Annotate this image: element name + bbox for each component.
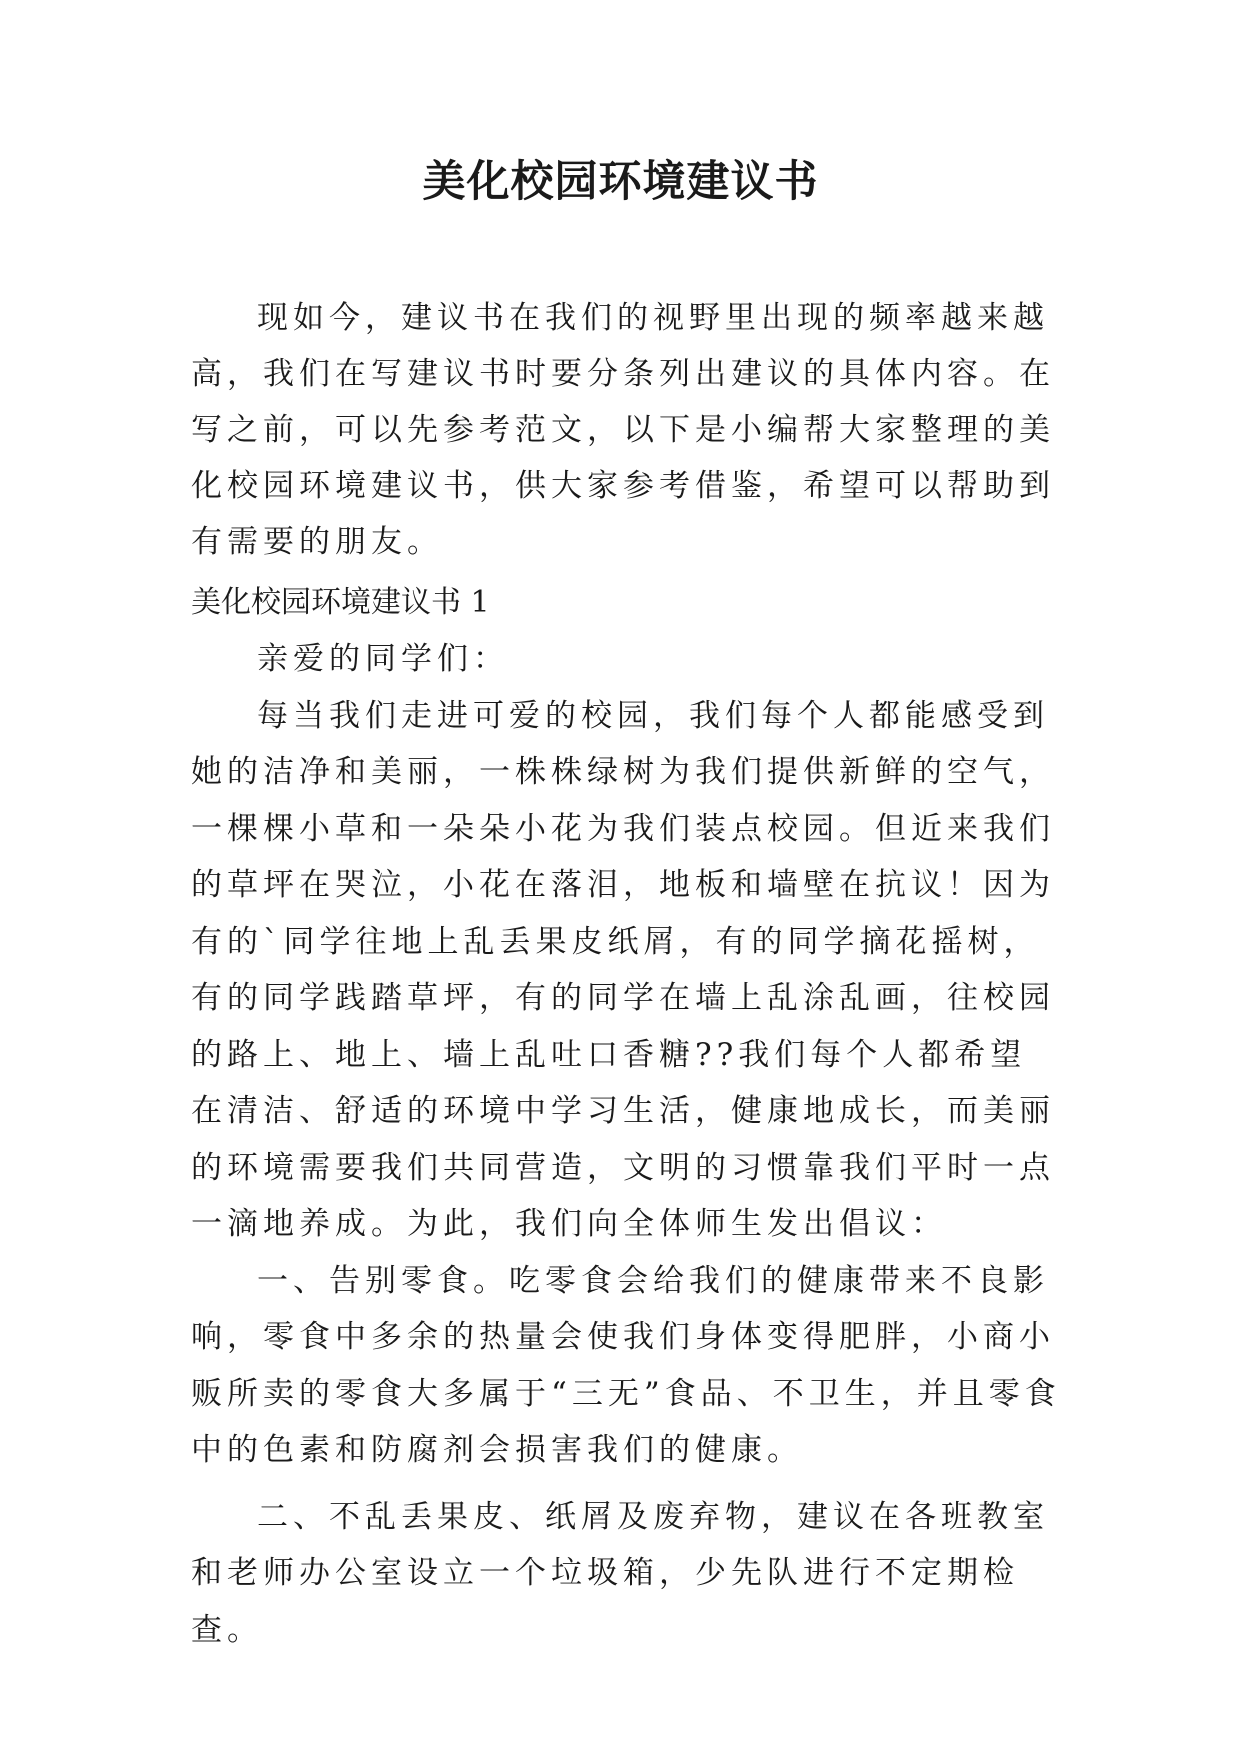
proposal-item-2: 二、不乱丢果皮、纸屑及废弃物，建议在各班教室和老师办公室设立一个垃圾箱，少先队进行不定期检查。 <box>191 1498 1049 1648</box>
proposal-item-1: 一、告别零食。吃零食会给我们的健康带来不良影响，零食中多余的热量会使我们身体变得肥胖，小商小贩所卖的零食大多属于“三无”食品、不卫生，并且零食中的色素和防腐剂会损害我们的健康。 <box>191 1262 1061 1468</box>
body-paragraph: 每当我们走进可爱的校园，我们每个人都能感受到她的洁净和美丽，一株株绿树为我们提供新鲜的空气，一棵棵小草和一朵朵小花为我们装点校园。但近来我们的草坪在哭泣，小花在落泪，地板和墙壁在抗议！因为有的`同学往地上乱丢果皮纸屑，有的同学摘花摇树，有的同学践踏草坪，有的同学在墙上乱涂乱画，往校园的路上、地上、墙上乱吐口香糖??我们每个人都希望在清洁、舒适的环境中学习生活，健康地成长，而美丽的环境需要我们共同营造，文明的习惯靠我们平时一点一滴地养成。为此，我们向全体师生发出倡议： <box>191 697 1055 1242</box>
section-heading: 美化校园环境建议书 1 <box>191 585 490 620</box>
salutation: 亲爱的同学们： <box>257 641 509 677</box>
document-title: 美化校园环境建议书 <box>422 157 819 207</box>
intro-paragraph: 现如今，建议书在我们的视野里出现的频率越来越高，我们在写建议书时要分条列出建议的具体内容。在写之前，可以先参考范文，以下是小编帮大家整理的美化校园环境建议书，供大家参考借鉴，希望可以帮助到有需要的朋友。 <box>191 300 1055 560</box>
letter-body <box>191 631 1061 1658</box>
